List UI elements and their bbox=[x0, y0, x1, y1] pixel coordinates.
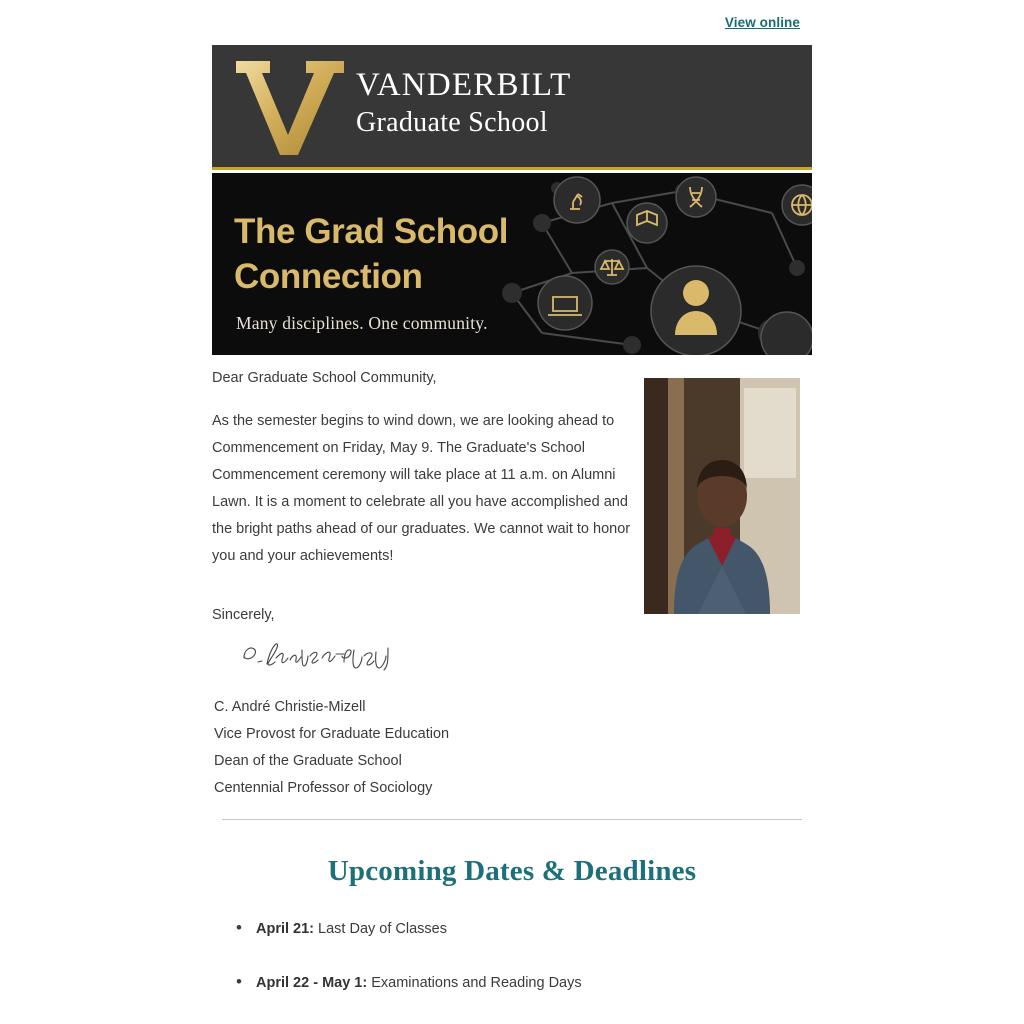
wordmark-line-2: Graduate School bbox=[356, 107, 548, 138]
section-divider bbox=[222, 819, 802, 820]
hero-banner bbox=[212, 173, 812, 355]
handwritten-signature-icon bbox=[240, 636, 400, 674]
dean-portrait-photo bbox=[644, 378, 800, 614]
letter-paragraph: As the semester begins to wind down, we are looking ahead to Commencement on Friday, May 9. The Graduate's School Commencement ceremony will take place at 11 a.m. on Alumni Lawn. It is a moment to celebrate all you have accomplished and the bright paths ahead of our graduates. We cannot wait to honor you and your achievements! bbox=[212, 413, 631, 564]
signer-title-2: Dean of the Graduate School bbox=[214, 753, 402, 769]
signature-block bbox=[214, 694, 634, 802]
hero-subtitle: Many disciplines. One community. bbox=[236, 313, 488, 333]
wordmark-line-1: VANDERBILT bbox=[356, 67, 572, 103]
letter-closing: Sincerely, bbox=[212, 607, 275, 623]
view-online-link[interactable]: View online bbox=[724, 15, 800, 30]
list-item bbox=[256, 972, 856, 994]
hero-title-line-2: Connection bbox=[234, 257, 423, 296]
deadline-text: Last Day of Classes bbox=[314, 921, 447, 937]
deadline-text: Examinations and Reading Days bbox=[367, 975, 582, 991]
signer-name: C. André Christie-Mizell bbox=[214, 699, 366, 715]
signer-title-1: Vice Provost for Graduate Education bbox=[214, 726, 450, 742]
deadline-date: April 21: bbox=[256, 921, 315, 937]
deadlines-list bbox=[212, 918, 856, 1024]
vanderbilt-v-logo-icon bbox=[230, 55, 350, 160]
view-online-row bbox=[0, 14, 1024, 32]
masthead-banner bbox=[212, 45, 812, 170]
hero-title bbox=[234, 209, 508, 299]
letter-greeting: Dear Graduate School Community, bbox=[212, 370, 437, 386]
hero-title-line-1: The Grad School bbox=[234, 212, 509, 251]
wordmark bbox=[356, 65, 572, 141]
list-item bbox=[256, 918, 856, 940]
deadline-date: April 22 - May 1: bbox=[256, 975, 368, 991]
signer-title-3: Centennial Professor of Sociology bbox=[214, 780, 433, 796]
section-title: Upcoming Dates & Deadlines bbox=[327, 855, 697, 887]
